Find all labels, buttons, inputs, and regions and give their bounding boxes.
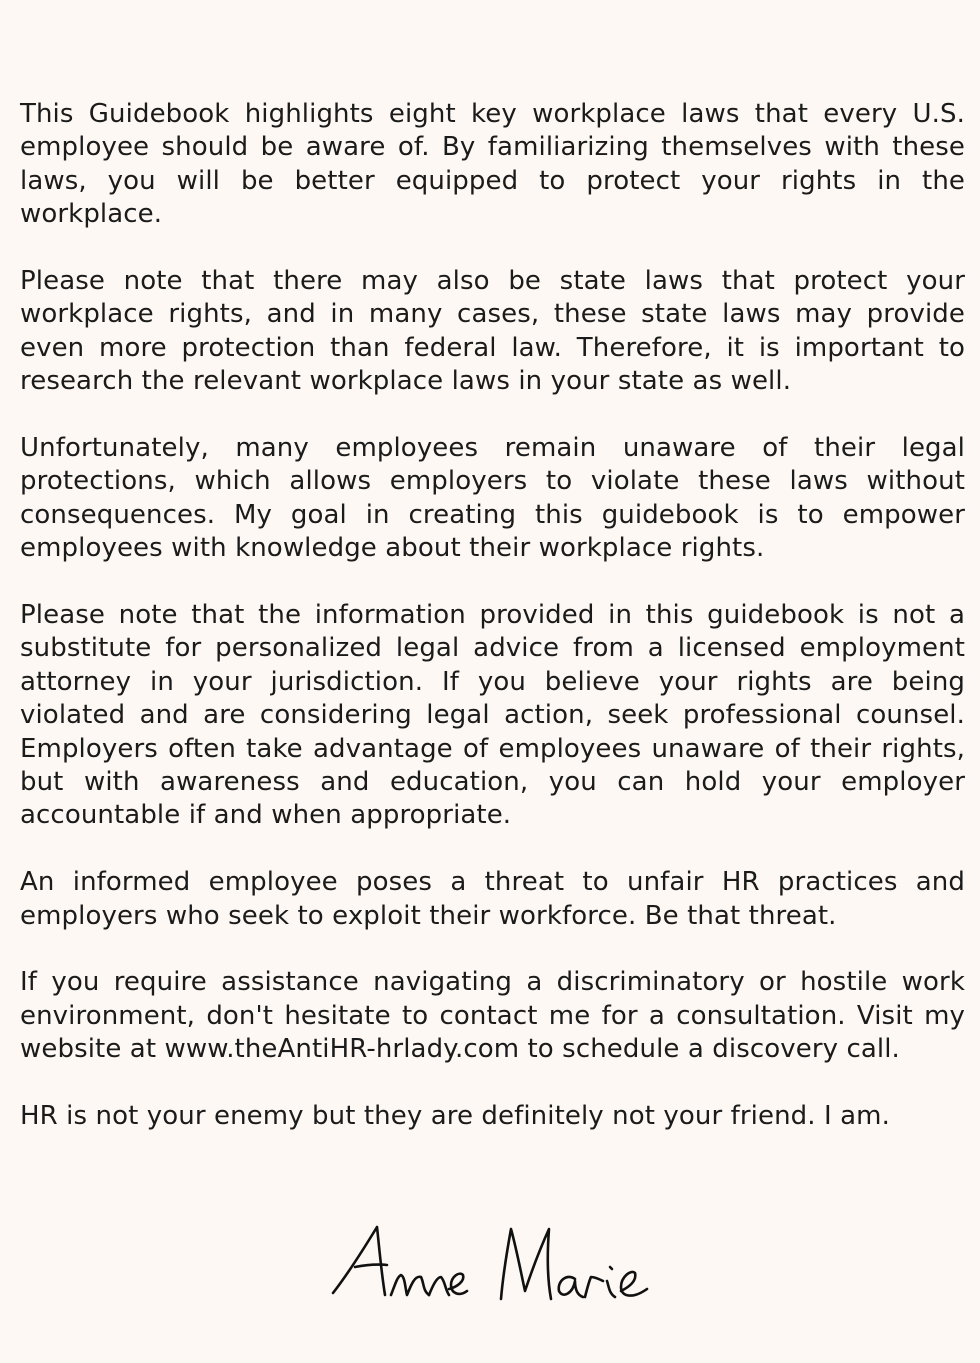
handwritten-signature <box>325 1215 665 1315</box>
paragraph-informed-employee: An informed employee poses a threat to unfair HR practices and employers who seek to exploit their workforce. Be that threat. <box>20 867 965 931</box>
paragraph-state-laws: Please note that there may also be state laws that protect your workplace rights, and in many cases, these state laws may provide even more protection than federal law. Therefore, it is important to research the relevant workplace laws in your state as well. <box>20 266 965 397</box>
paragraph-intro: This Guidebook highlights eight key workplace laws that every U.S. employee should be aware of. By familiarizing themselves with these laws, you will be better equipped to protect your rights in the workplace. <box>20 99 965 230</box>
signature-image <box>325 1215 665 1315</box>
paragraph-disclaimer: Please note that the information provided in this guidebook is not a substitute for personalized legal advice from a licensed employment attorney in your jurisdiction. If you believe your rights are being violated and are considering legal action, seek professional counsel. Employers often take advantage of employees unaware of their rights, but with awareness and education, you can hold your employer accountable if and when appropriate. <box>20 600 965 831</box>
paragraph-goal: Unfortunately, many employees remain unaware of their legal protections, which allows employers to violate these laws without consequences. My goal in creating this guidebook is to empower employees with knowledge about their workplace rights. <box>20 433 965 564</box>
paragraph-closing: HR is not your enemy but they are definitely not your friend. I am. <box>20 1101 890 1132</box>
paragraph-contact: If you require assistance navigating a discriminatory or hostile work environment, don't hesitate to contact me for a consultation. Visit my website at www.theAntiHR-hrlady.com to schedule a discovery call. <box>20 967 965 1065</box>
letter-body <box>20 98 965 1134</box>
